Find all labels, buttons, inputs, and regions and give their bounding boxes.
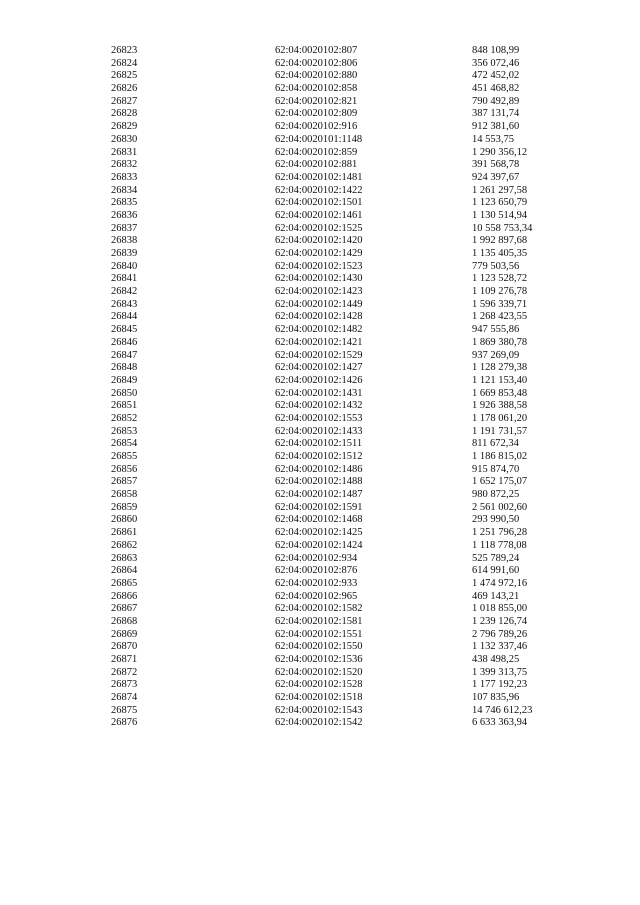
- table-row: [0, 286, 640, 299]
- cadastral-number: 62:04:0020102:1428: [275, 311, 363, 323]
- cadastral-value: 1 239 126,74: [472, 615, 528, 627]
- table-row: [0, 705, 640, 718]
- table-row: [0, 629, 640, 642]
- row-number: 26841: [111, 273, 138, 285]
- cadastral-value: 438 498,25: [472, 654, 520, 665]
- cadastral-number: 62:04:0020102:1424: [275, 539, 363, 551]
- row-number: 26871: [111, 654, 138, 665]
- row-number: 26849: [111, 374, 138, 386]
- cadastral-value: 472 452,02: [472, 70, 520, 82]
- cadastral-value: 1 186 815,02: [472, 451, 528, 462]
- table-row: [0, 603, 640, 616]
- table-row: [0, 438, 640, 451]
- row-number: 26846: [111, 336, 138, 348]
- row-number: 26829: [111, 121, 138, 133]
- row-number: 26824: [111, 57, 138, 69]
- row-number: 26838: [111, 235, 138, 247]
- table-row: [0, 413, 640, 426]
- cadastral-value: 2 796 789,26: [472, 628, 528, 640]
- cadastral-number: 62:04:0020102:1449: [275, 298, 363, 310]
- table-row: [0, 185, 640, 198]
- cadastral-number: 62:04:0020102:1487: [275, 489, 363, 501]
- table-row: [0, 553, 640, 566]
- cadastral-value: 1 123 528,72: [472, 273, 528, 285]
- table-row: [0, 235, 640, 248]
- cadastral-number: 62:04:0020102:1488: [275, 476, 363, 488]
- table-row: [0, 514, 640, 527]
- cadastral-number: 62:04:0020102:1431: [275, 387, 363, 399]
- cadastral-number: 62:04:0020102:1426: [275, 374, 363, 386]
- cadastral-value: 10 558 753,34: [472, 222, 533, 234]
- cadastral-value: 937 269,09: [472, 349, 520, 361]
- table-row: [0, 578, 640, 591]
- cadastral-value: 1 135 405,35: [472, 248, 528, 259]
- table-row: [0, 337, 640, 350]
- row-number: 26863: [111, 552, 138, 564]
- table-row: [0, 324, 640, 337]
- row-number: 26840: [111, 260, 138, 272]
- cadastral-number: 62:04:0020102:880: [275, 70, 358, 82]
- cadastral-number: 62:04:0020102:1501: [275, 197, 363, 209]
- cadastral-number: 62:04:0020102:1427: [275, 362, 363, 374]
- cadastral-value: 1 596 339,71: [472, 298, 528, 310]
- table-row: [0, 311, 640, 324]
- cadastral-value: 1 132 337,46: [472, 641, 528, 653]
- table-row: [0, 565, 640, 578]
- cadastral-number: 62:04:0020102:1553: [275, 412, 363, 424]
- row-number: 26850: [111, 387, 138, 399]
- cadastral-value: 924 397,67: [472, 171, 520, 183]
- row-number: 26844: [111, 311, 138, 323]
- cadastral-number: 62:04:0020102:1543: [275, 704, 363, 716]
- table-row: [0, 248, 640, 261]
- row-number: 26868: [111, 615, 138, 627]
- cadastral-value: 1 251 796,28: [472, 527, 528, 539]
- row-number: 26859: [111, 501, 138, 513]
- cadastral-number: 62:04:0020102:1486: [275, 463, 363, 475]
- cadastral-value: 1 018 855,00: [472, 603, 528, 615]
- row-number: 26847: [111, 349, 138, 361]
- cadastral-number: 62:04:0020102:1528: [275, 679, 363, 691]
- cadastral-number: 62:04:0020102:1433: [275, 425, 363, 437]
- cadastral-number: 62:04:0020102:807: [275, 45, 358, 56]
- cadastral-number: 62:04:0020102:1511: [275, 438, 363, 450]
- cadastral-number: 62:04:0020102:1525: [275, 222, 363, 234]
- row-number: 26845: [111, 324, 138, 336]
- cadastral-value: 469 143,21: [472, 590, 520, 602]
- cadastral-number: 62:04:0020102:1529: [275, 349, 363, 361]
- cadastral-value: 387 131,74: [472, 108, 520, 120]
- table-row: [0, 375, 640, 388]
- row-number: 26867: [111, 603, 138, 615]
- table-row: [0, 388, 640, 401]
- cadastral-value: 1 130 514,94: [472, 209, 528, 221]
- row-number: 26874: [111, 692, 138, 704]
- cadastral-value: 1 118 778,08: [472, 539, 527, 551]
- cadastral-value: 1 268 423,55: [472, 311, 528, 323]
- cadastral-number: 62:04:0020101:1148: [275, 133, 363, 145]
- row-number: 26827: [111, 95, 138, 107]
- cadastral-value: 1 128 279,38: [472, 362, 528, 374]
- table-row: [0, 223, 640, 236]
- cadastral-value: 451 468,82: [472, 83, 520, 95]
- table-row: [0, 451, 640, 464]
- row-number: 26843: [111, 298, 138, 310]
- cadastral-value: 1 669 853,48: [472, 387, 528, 399]
- cadastral-value: 1 992 897,68: [472, 235, 528, 247]
- cadastral-number: 62:04:0020102:806: [275, 57, 358, 69]
- cadastral-number: 62:04:0020102:1432: [275, 400, 363, 412]
- cadastral-value: 293 990,50: [472, 514, 520, 526]
- table-row: [0, 83, 640, 96]
- table-row: [0, 362, 640, 375]
- table-row: [0, 261, 640, 274]
- table-row: [0, 654, 640, 667]
- table-row: [0, 692, 640, 705]
- row-number: 26836: [111, 209, 138, 221]
- cadastral-value: 107 835,96: [472, 692, 520, 704]
- table-row: [0, 476, 640, 489]
- cadastral-number: 62:04:0020102:1420: [275, 235, 363, 247]
- table-row: [0, 641, 640, 654]
- cadastral-value: 1 178 061,20: [472, 412, 528, 424]
- row-number: 26851: [111, 400, 138, 412]
- row-number: 26872: [111, 666, 138, 678]
- cadastral-value: 1 177 192,23: [472, 679, 528, 691]
- row-number: 26860: [111, 514, 138, 526]
- cadastral-number: 62:04:0020102:965: [275, 590, 358, 602]
- row-number: 26828: [111, 108, 138, 120]
- row-number: 26831: [111, 146, 138, 158]
- cadastral-number: 62:04:0020102:1422: [275, 184, 363, 196]
- cadastral-value: 391 568,78: [472, 159, 520, 171]
- row-number: 26853: [111, 425, 138, 437]
- table-row: [0, 464, 640, 477]
- cadastral-number: 62:04:0020102:1591: [275, 501, 363, 513]
- row-number: 26862: [111, 539, 138, 551]
- table-row: [0, 616, 640, 629]
- cadastral-value: 980 872,25: [472, 489, 520, 501]
- cadastral-value-table: [0, 45, 640, 730]
- table-row: [0, 527, 640, 540]
- cadastral-number: 62:04:0020102:1482: [275, 324, 363, 336]
- table-row: [0, 108, 640, 121]
- table-row: [0, 96, 640, 109]
- cadastral-value: 848 108,99: [472, 45, 520, 56]
- cadastral-number: 62:04:0020102:881: [275, 159, 358, 171]
- cadastral-number: 62:04:0020102:1421: [275, 336, 363, 348]
- cadastral-number: 62:04:0020102:1536: [275, 654, 363, 665]
- row-number: 26876: [111, 717, 138, 729]
- cadastral-value: 1 869 380,78: [472, 336, 528, 348]
- cadastral-number: 62:04:0020102:1461: [275, 209, 363, 221]
- table-row: [0, 426, 640, 439]
- table-row: [0, 350, 640, 363]
- cadastral-number: 62:04:0020102:809: [275, 108, 358, 120]
- cadastral-value: 614 991,60: [472, 565, 520, 577]
- cadastral-value: 14 746 612,23: [472, 704, 533, 716]
- row-number: 26830: [111, 133, 138, 145]
- table-row: [0, 210, 640, 223]
- cadastral-value: 915 874,70: [472, 463, 520, 475]
- cadastral-number: 62:04:0020102:934: [275, 552, 358, 564]
- table-row: [0, 400, 640, 413]
- table-row: [0, 591, 640, 604]
- cadastral-number: 62:04:0020102:859: [275, 146, 358, 158]
- table-row: [0, 172, 640, 185]
- cadastral-value: 1 109 276,78: [472, 286, 528, 298]
- table-row: [0, 159, 640, 172]
- row-number: 26873: [111, 679, 138, 691]
- cadastral-number: 62:04:0020102:1425: [275, 527, 363, 539]
- cadastral-number: 62:04:0020102:1518: [275, 692, 363, 704]
- cadastral-number: 62:04:0020102:933: [275, 577, 358, 589]
- table-row: [0, 273, 640, 286]
- row-number: 26855: [111, 451, 138, 462]
- cadastral-value: 1 652 175,07: [472, 476, 528, 488]
- row-number: 26869: [111, 628, 138, 640]
- table-row: [0, 679, 640, 692]
- row-number: 26835: [111, 197, 138, 209]
- cadastral-value: 779 503,56: [472, 260, 520, 272]
- cadastral-number: 62:04:0020102:1581: [275, 615, 363, 627]
- table-row: [0, 70, 640, 83]
- cadastral-number: 62:04:0020102:876: [275, 565, 358, 577]
- cadastral-number: 62:04:0020102:1512: [275, 451, 363, 462]
- row-number: 26839: [111, 248, 138, 259]
- cadastral-value: 1 290 356,12: [472, 146, 528, 158]
- row-number: 26833: [111, 171, 138, 183]
- cadastral-value: 1 191 731,57: [472, 425, 528, 437]
- table-row: [0, 717, 640, 730]
- row-number: 26865: [111, 577, 138, 589]
- cadastral-value: 6 633 363,94: [472, 717, 528, 729]
- cadastral-value: 790 492,89: [472, 95, 520, 107]
- row-number: 26826: [111, 83, 138, 95]
- cadastral-number: 62:04:0020102:1468: [275, 514, 363, 526]
- row-number: 26823: [111, 45, 138, 56]
- table-row: [0, 58, 640, 71]
- cadastral-number: 62:04:0020102:1542: [275, 717, 363, 729]
- cadastral-value: 1 399 313,75: [472, 666, 528, 678]
- cadastral-number: 62:04:0020102:1423: [275, 286, 363, 298]
- cadastral-number: 62:04:0020102:1582: [275, 603, 363, 615]
- cadastral-number: 62:04:0020102:1523: [275, 260, 363, 272]
- row-number: 26837: [111, 222, 138, 234]
- row-number: 26825: [111, 70, 138, 82]
- row-number: 26870: [111, 641, 138, 653]
- row-number: 26848: [111, 362, 138, 374]
- table-row: [0, 147, 640, 160]
- cadastral-value: 811 672,34: [472, 438, 519, 450]
- row-number: 26842: [111, 286, 138, 298]
- cadastral-value: 912 381,60: [472, 121, 520, 133]
- cadastral-number: 62:04:0020102:1550: [275, 641, 363, 653]
- table-row: [0, 540, 640, 553]
- table-row: [0, 489, 640, 502]
- table-row: [0, 121, 640, 134]
- cadastral-value: 1 121 153,40: [472, 374, 528, 386]
- table-row: [0, 667, 640, 680]
- cadastral-number: 62:04:0020102:821: [275, 95, 358, 107]
- table-row: [0, 299, 640, 312]
- cadastral-value: 1 261 297,58: [472, 184, 528, 196]
- row-number: 26857: [111, 476, 138, 488]
- cadastral-number: 62:04:0020102:1481: [275, 171, 363, 183]
- cadastral-value: 1 474 972,16: [472, 577, 528, 589]
- cadastral-number: 62:04:0020102:916: [275, 121, 358, 133]
- row-number: 26866: [111, 590, 138, 602]
- row-number: 26834: [111, 184, 138, 196]
- cadastral-value: 947 555,86: [472, 324, 520, 336]
- cadastral-value: 14 553,75: [472, 133, 514, 145]
- cadastral-number: 62:04:0020102:1551: [275, 628, 363, 640]
- row-number: 26864: [111, 565, 138, 577]
- row-number: 26875: [111, 704, 138, 716]
- cadastral-value: 356 072,46: [472, 57, 520, 69]
- cadastral-value: 1 926 388,58: [472, 400, 528, 412]
- row-number: 26856: [111, 463, 138, 475]
- cadastral-value: 2 561 002,60: [472, 501, 528, 513]
- row-number: 26852: [111, 412, 138, 424]
- table-row: [0, 134, 640, 147]
- cadastral-number: 62:04:0020102:1520: [275, 666, 363, 678]
- cadastral-number: 62:04:0020102:858: [275, 83, 358, 95]
- row-number: 26858: [111, 489, 138, 501]
- row-number: 26861: [111, 527, 138, 539]
- cadastral-value: 1 123 650,79: [472, 197, 528, 209]
- table-row: [0, 45, 640, 58]
- table-row: [0, 502, 640, 515]
- cadastral-number: 62:04:0020102:1429: [275, 248, 363, 259]
- row-number: 26854: [111, 438, 138, 450]
- cadastral-number: 62:04:0020102:1430: [275, 273, 363, 285]
- table-row: [0, 197, 640, 210]
- cadastral-value: 525 789,24: [472, 552, 520, 564]
- row-number: 26832: [111, 159, 138, 171]
